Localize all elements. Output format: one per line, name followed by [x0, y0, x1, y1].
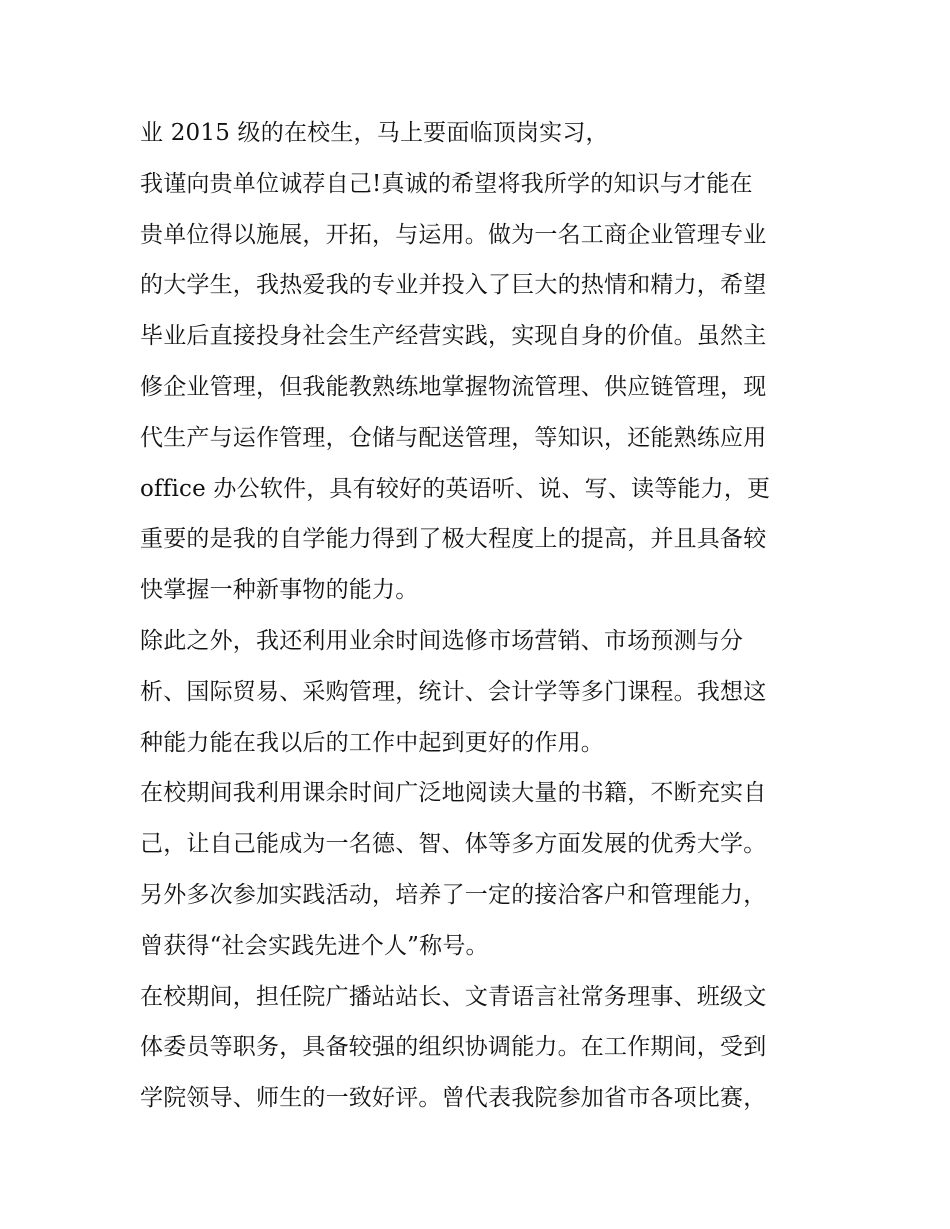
text-line: 修企业管理，但我能教熟练地掌握物流管理、供应链管理，现: [140, 373, 767, 400]
text-line: 在校期间，担任院广播站站长、文青语言社常务理事、班级文: [140, 983, 767, 1010]
text-line: 贵单位得以施展，开拓，与运用。做为一名工商企业管理专业: [140, 221, 767, 248]
text-line: 除此之外，我还利用业余时间选修市场营销、市场预测与分: [140, 627, 744, 654]
text-line: 重要的是我的自学能力得到了极大程度上的提高，并且具备较: [140, 526, 767, 553]
text-line: 种能力能在我以后的工作中起到更好的作用。: [140, 729, 604, 756]
text-line: 学院领导、师生的一致好评。曾代表我院参加省市各项比赛，: [140, 1085, 767, 1112]
text-line: 在校期间我利用课余时间广泛地阅读大量的书籍，不断充实自: [140, 780, 767, 807]
text-line: 快掌握一种新事物的能力。: [140, 577, 419, 604]
text-line: 毕业后直接投身社会生产经营实践，实现自身的价值。虽然主: [140, 323, 767, 350]
text-line: 代生产与运作管理，仓储与配送管理，等知识，还能熟练应用: [140, 424, 767, 451]
text-line: 另外多次参加实践活动，培养了一定的接洽客户和管理能力，: [140, 881, 767, 908]
text-line: 业 2015 级的在校生，马上要面临顶岗实习，: [140, 120, 609, 146]
text-line: 我谨向贵单位诚荐自己!真诚的希望将我所学的知识与才能在: [140, 170, 753, 197]
text-line: 析、国际贸易、采购管理，统计、会计学等多门课程。我想这: [140, 678, 767, 705]
body-text: [140, 108, 820, 1124]
text-line: 曾获得“社会实践先进个人”称号。: [140, 932, 489, 959]
text-line: 己，让自己能成为一名德、智、体等多方面发展的优秀大学。: [140, 831, 767, 858]
text-line: 体委员等职务，具备较强的组织协调能力。在工作期间，受到: [140, 1034, 767, 1061]
text-line: office 办公软件，具有较好的英语听、说、写、读等能力，更: [140, 475, 771, 502]
text-line: 的大学生，我热爱我的专业并投入了巨大的热情和精力，希望: [140, 272, 767, 299]
